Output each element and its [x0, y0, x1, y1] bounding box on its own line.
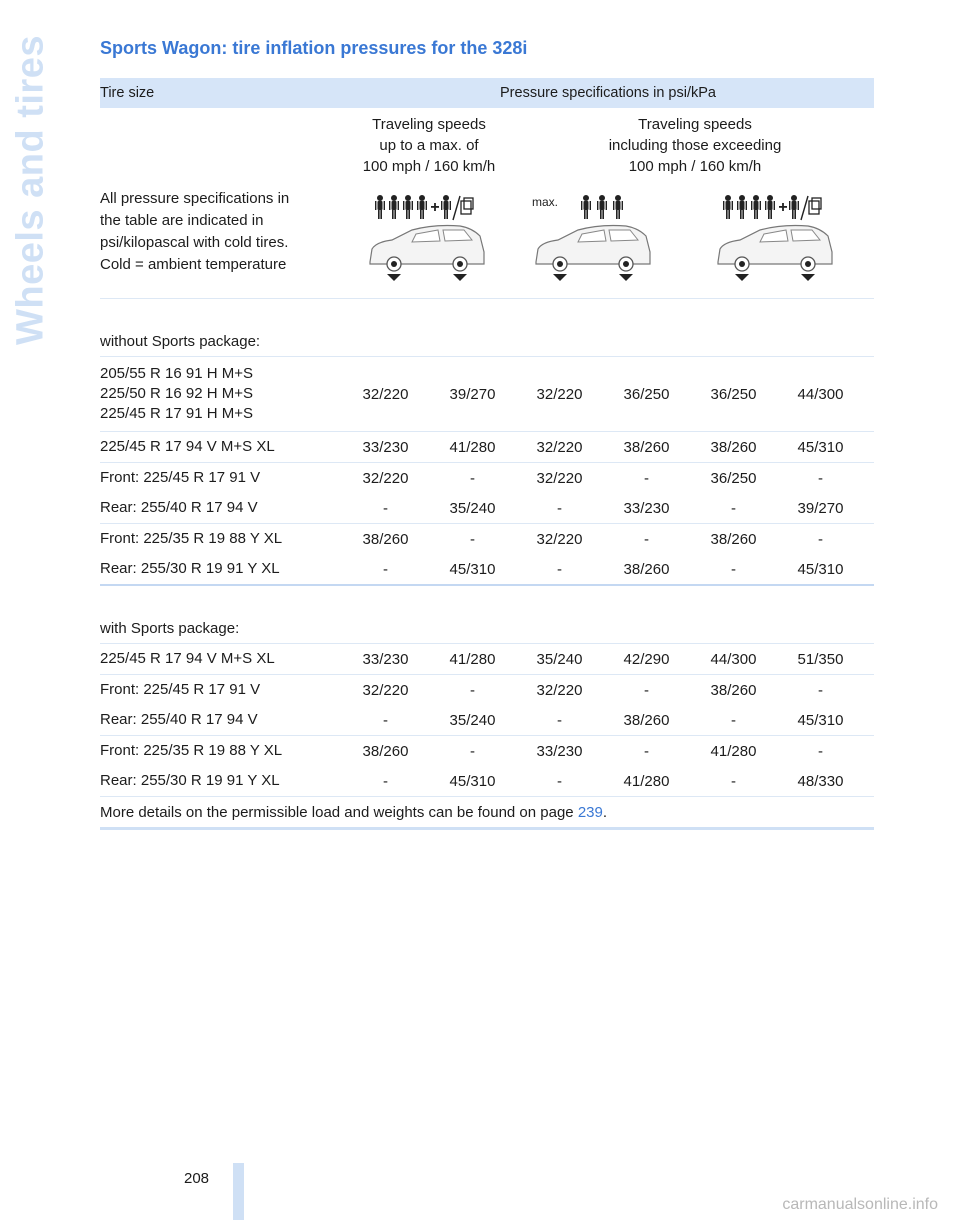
pressure-cell: 38/260: [710, 530, 757, 548]
pressure-cell: -: [818, 469, 823, 487]
pressure-cell: 36/250: [710, 385, 757, 403]
pressure-cell: 45/310: [797, 711, 844, 729]
table-row: [100, 357, 874, 432]
pressure-header: Pressure specifications in psi/kPa: [500, 85, 716, 101]
pressure-cell: -: [383, 711, 388, 729]
table-row: [100, 493, 874, 524]
pressure-cell: 41/280: [449, 438, 496, 456]
table-row: [100, 554, 874, 586]
table-row: [100, 524, 874, 554]
tire-size-cell: 225/45 R 17 94 V M+S XL: [100, 650, 275, 667]
pressure-cell: -: [557, 499, 562, 517]
cold-tire-note: All pressure specifications in the table are indicated in psi/kilopascal with cold tires. Cold = ambient temperature: [100, 190, 290, 273]
pressure-cell: 38/260: [710, 681, 757, 699]
bottom-rule: [100, 827, 874, 830]
pressure-cell: 39/270: [797, 499, 844, 517]
pressure-cell: -: [644, 469, 649, 487]
pressure-cell: -: [470, 469, 475, 487]
table-row: [100, 766, 874, 797]
watermark: carmanualsonline.info: [782, 1196, 938, 1213]
table-row: [100, 463, 874, 493]
pressure-cell: 32/220: [536, 385, 583, 403]
pressure-cell: 39/270: [449, 385, 496, 403]
page-number: 208: [184, 1170, 210, 1187]
pressure-cell: 32/220: [362, 469, 409, 487]
pressure-cell: 45/310: [449, 560, 496, 578]
tire-size-cell: Front: 225/45 R 17 91 V: [100, 469, 261, 486]
load-pictogram-1: [342, 184, 516, 298]
tire-size-cell: Rear: 255/40 R 17 94 V: [100, 711, 258, 728]
pressure-cell: 33/230: [536, 742, 583, 760]
pressure-cell: -: [557, 772, 562, 790]
pressure-cell: -: [383, 560, 388, 578]
page-title: Sports Wagon: tire inflation pressures for the 328i: [100, 38, 528, 58]
more-details-note: More details on the permissible load and weights can be found on page 239 .: [100, 803, 608, 821]
pressure-cell: 32/220: [536, 438, 583, 456]
table-header: [100, 78, 874, 108]
tire-size-cell: Front: 225/35 R 19 88 Y XL: [100, 530, 283, 547]
pressure-cell: -: [383, 772, 388, 790]
four-people-plus-luggage-icon: [690, 184, 874, 294]
pressure-cell: 45/310: [797, 438, 844, 456]
tire-size-cell: 225/45 R 17 94 V M+S XL: [100, 438, 275, 455]
table-row: [100, 675, 874, 705]
load-pictogram-2: [516, 184, 690, 298]
pressure-cell: 33/230: [623, 499, 670, 517]
pressure-cell: 35/240: [449, 499, 496, 517]
pressure-cell: -: [818, 742, 823, 760]
pressure-cell: 38/260: [362, 530, 409, 548]
footer-bar: [233, 1163, 244, 1220]
pressure-cell: -: [557, 711, 562, 729]
pressure-cell: 45/310: [797, 560, 844, 578]
tire-size-cell: Rear: 255/30 R 19 91 Y XL: [100, 560, 280, 577]
tire-size-cell: Rear: 255/40 R 17 94 V: [100, 499, 258, 516]
load-pictogram-3: [690, 184, 874, 298]
table-row: [100, 432, 874, 463]
table-row: [100, 644, 874, 675]
pressure-cell: 41/280: [623, 772, 670, 790]
pressure-cell: -: [644, 681, 649, 699]
pressure-cell: -: [731, 499, 736, 517]
section-title-without-sports: without Sports package:: [100, 299, 874, 357]
pressure-cell: 35/240: [536, 650, 583, 668]
pressure-cell: 32/220: [362, 681, 409, 699]
pressure-cell: 41/280: [449, 650, 496, 668]
tire-size-header: Tire size: [100, 85, 155, 101]
section-title-with-sports: with Sports package:: [100, 586, 874, 644]
speed-high-header: Traveling speeds including those exceeding 100 mph / 160 km/h: [608, 116, 782, 175]
tire-size-cell: Front: 225/35 R 19 88 Y XL: [100, 742, 283, 759]
pressure-cell: 32/220: [536, 469, 583, 487]
pressure-cell: 51/350: [797, 650, 844, 668]
table-row: [100, 705, 874, 736]
pressure-cell: 33/230: [362, 650, 409, 668]
pressure-cell: 42/290: [623, 650, 670, 668]
pressure-cell: -: [470, 530, 475, 548]
pressure-cell: 45/310: [449, 772, 496, 790]
pressure-cell: 38/260: [623, 438, 670, 456]
pressure-cell: 38/260: [623, 711, 670, 729]
pressure-cell: 35/240: [449, 711, 496, 729]
pressure-cell: 38/260: [710, 438, 757, 456]
pressure-cell: -: [818, 530, 823, 548]
speed-headers: [100, 108, 874, 184]
pressure-cell: -: [470, 742, 475, 760]
pressure-cell: -: [731, 772, 736, 790]
pressure-cell: -: [644, 742, 649, 760]
page-239-link[interactable]: 239: [577, 803, 603, 821]
pressure-cell: 32/220: [536, 681, 583, 699]
table-row: [100, 736, 874, 766]
pressure-cell: 48/330: [797, 772, 844, 790]
pressure-cell: 36/250: [623, 385, 670, 403]
speed-low-header: Traveling speeds up to a max. of 100 mph / 160 km/h: [362, 116, 496, 175]
side-tab-label: Wheels and tires: [9, 35, 52, 345]
pressure-cell: 44/300: [710, 650, 757, 668]
max-label: max.: [532, 195, 559, 209]
pressure-cell: -: [644, 530, 649, 548]
pressure-cell: 32/220: [362, 385, 409, 403]
pressure-cell: 38/260: [623, 560, 670, 578]
side-tab: [0, 0, 62, 360]
tire-size-cell: 205/55 R 16 91 H M+S 225/50 R 16 92 H M+S 225/45 R 17 91 H M+S: [100, 365, 254, 422]
max-three-people-icon: [516, 184, 690, 294]
pressure-cell: 38/260: [362, 742, 409, 760]
pressure-cell: -: [731, 711, 736, 729]
pressure-cell: 32/220: [536, 530, 583, 548]
pressure-cell: -: [731, 560, 736, 578]
tire-size-cell: Front: 225/45 R 17 91 V: [100, 681, 261, 698]
pressure-cell: -: [818, 681, 823, 699]
tire-size-cell: Rear: 255/30 R 19 91 Y XL: [100, 772, 280, 789]
pressure-cell: 33/230: [362, 438, 409, 456]
pressure-cell: 41/280: [710, 742, 757, 760]
pressure-cell: -: [383, 499, 388, 517]
pressure-cell: -: [557, 560, 562, 578]
four-people-plus-luggage-icon: [342, 184, 516, 294]
tire-pressure-table: [100, 78, 874, 830]
pressure-cell: 36/250: [710, 469, 757, 487]
pictogram-row: [100, 184, 874, 299]
pressure-cell: 44/300: [797, 385, 844, 403]
pressure-cell: -: [470, 681, 475, 699]
